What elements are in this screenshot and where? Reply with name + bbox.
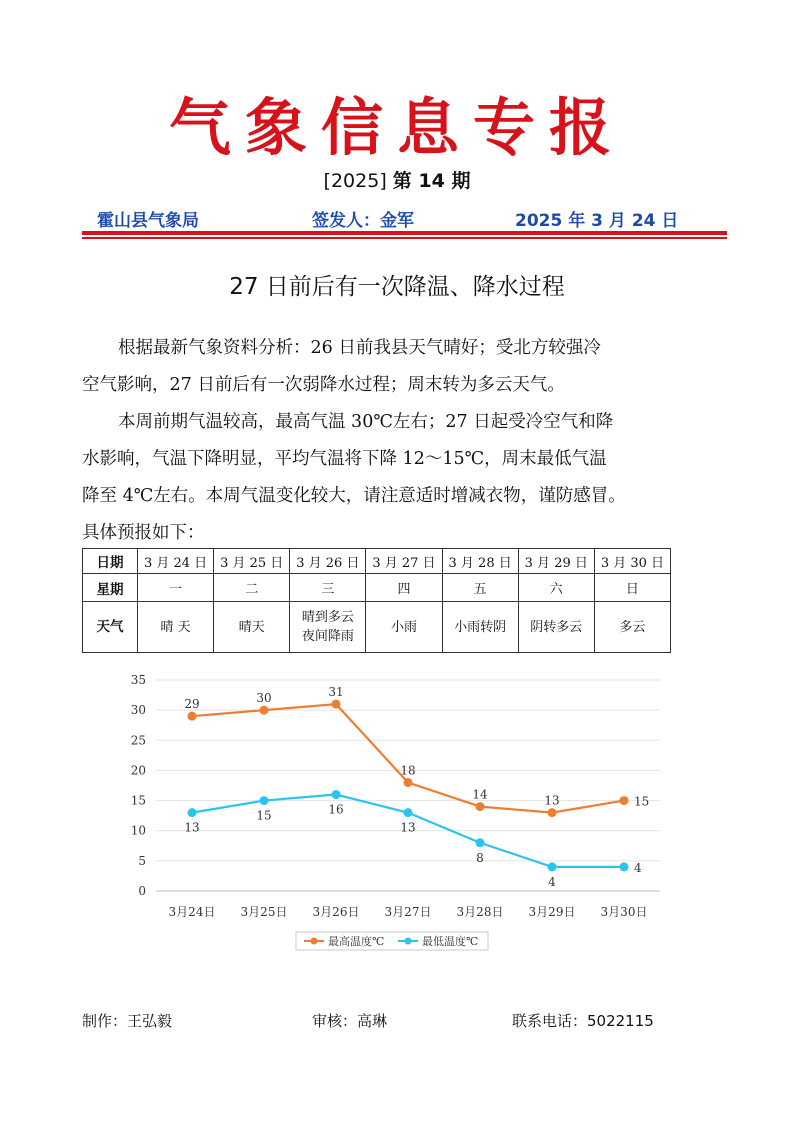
weather-cell: 阴转多云: [518, 602, 594, 653]
paragraph-line: 根据最新气象资料分析：26 日前我县天气晴好；受北方较强冷: [118, 338, 601, 358]
data-point: [260, 706, 269, 715]
legend-marker: [405, 938, 412, 945]
row-header-date: 日期: [83, 549, 138, 574]
date-cell: 3 月 30 日: [594, 549, 670, 574]
data-label: 13: [184, 820, 200, 835]
data-label: 15: [256, 808, 272, 823]
row-header-weekday: 星期: [83, 574, 138, 602]
weekday-cell: 一: [138, 574, 214, 602]
data-point: [332, 700, 341, 709]
date-cell: 3 月 25 日: [214, 549, 290, 574]
y-tick-label: 0: [138, 884, 146, 898]
footer-reviewer: 审核：高琳: [312, 1012, 388, 1030]
weather-cell: 多云: [594, 602, 670, 653]
data-label: 4: [548, 874, 556, 889]
y-tick-label: 25: [130, 733, 146, 748]
headline: 27 日前后有一次降温、降水过程: [229, 274, 565, 300]
table-row-date: [83, 549, 671, 574]
data-point: [548, 808, 557, 817]
paragraph-line: 空气影响，27 日前后有一次弱降水过程；周末转为多云天气。: [82, 375, 565, 395]
header-rule-thin: [82, 237, 727, 239]
masthead-title: 气象信息专报: [168, 91, 625, 164]
data-label: 13: [400, 820, 416, 835]
data-point: [548, 862, 557, 871]
weather-cell: 小雨转阴: [442, 602, 518, 653]
x-tick-label: 3月27日: [384, 905, 432, 919]
weekday-cell: 二: [214, 574, 290, 602]
data-point: [332, 790, 341, 799]
issue-line: [0, 166, 794, 193]
paragraph-line: 水影响，气温下降明显，平均气温将下降 12～15℃，周末最低气温: [82, 449, 607, 469]
data-label: 15: [634, 794, 650, 809]
x-tick-label: 3月28日: [456, 905, 504, 919]
data-point: [620, 862, 629, 871]
weekday-cell: 三: [290, 574, 366, 602]
weather-cell: 晴到多云 夜间降雨: [290, 602, 366, 653]
paragraph-2: [82, 404, 674, 552]
date-cell: 3 月 26 日: [290, 549, 366, 574]
footer-maker: 制作：王弘毅: [82, 1012, 173, 1030]
row-header-weather: 天气: [83, 602, 138, 653]
data-point: [188, 712, 197, 721]
paragraph-line: 降至 4℃左右。本周气温变化较大，请注意适时增减衣物，谨防感冒。: [82, 486, 626, 506]
footer-phone: 联系电话：5022115: [512, 1012, 654, 1030]
data-point: [260, 796, 269, 805]
legend-marker: [311, 938, 318, 945]
x-tick-label: 3月30日: [600, 905, 648, 919]
issue-year: [2025]: [323, 170, 387, 192]
header-rule-thick: [82, 231, 727, 235]
y-tick-label: 15: [130, 793, 146, 808]
x-tick-label: 3月29日: [528, 905, 576, 919]
paragraph-1: [82, 330, 674, 404]
data-label: 29: [184, 697, 200, 712]
date-cell: 3 月 28 日: [442, 549, 518, 574]
data-point: [476, 802, 485, 811]
data-label: 31: [328, 685, 344, 700]
x-tick-label: 3月24日: [168, 905, 216, 919]
issue-date: 2025 年 3 月 24 日: [515, 211, 679, 231]
data-label: 30: [256, 691, 272, 706]
y-tick-label: 10: [130, 823, 146, 838]
x-tick-label: 3月25日: [240, 905, 288, 919]
data-label: 13: [544, 793, 560, 808]
y-tick-label: 5: [138, 853, 146, 868]
data-point: [188, 808, 197, 817]
paragraph-line: 本周前期气温较高，最高气温 30℃左右；27 日起受冷空气和降: [118, 412, 614, 432]
table-row-weekday: [83, 574, 671, 602]
weather-cell: 晴 天: [138, 602, 214, 653]
data-label: 8: [476, 850, 484, 865]
date-cell: 3 月 29 日: [518, 549, 594, 574]
data-label: 18: [400, 763, 416, 778]
paragraph-line: 具体预报如下：: [82, 523, 205, 543]
weekday-cell: 四: [366, 574, 442, 602]
legend-label: 最高温度℃: [328, 935, 385, 948]
signer: 签发人：金军: [312, 211, 414, 231]
issue-number: 第 14 期: [392, 170, 471, 192]
data-point: [620, 796, 629, 805]
date-cell: 3 月 27 日: [366, 549, 442, 574]
y-tick-label: 30: [130, 703, 146, 718]
data-point: [476, 838, 485, 847]
weekday-cell: 五: [442, 574, 518, 602]
data-label: 16: [328, 802, 344, 817]
date-cell: 3 月 24 日: [138, 549, 214, 574]
legend-label: 最低温度℃: [422, 935, 479, 948]
weather-cell: 小雨: [366, 602, 442, 653]
table-row-weather: [83, 602, 671, 653]
forecast-table: [82, 548, 671, 653]
temperature-chart: [106, 664, 666, 964]
data-label: 4: [634, 860, 642, 875]
y-tick-label: 20: [130, 763, 146, 778]
x-tick-label: 3月26日: [312, 905, 360, 919]
data-point: [404, 808, 413, 817]
weekday-cell: 日: [594, 574, 670, 602]
data-label: 14: [472, 787, 488, 802]
data-point: [404, 778, 413, 787]
weather-cell: 晴天: [214, 602, 290, 653]
weekday-cell: 六: [518, 574, 594, 602]
issuer: 霍山县气象局: [97, 211, 199, 231]
y-tick-label: 35: [130, 673, 146, 687]
